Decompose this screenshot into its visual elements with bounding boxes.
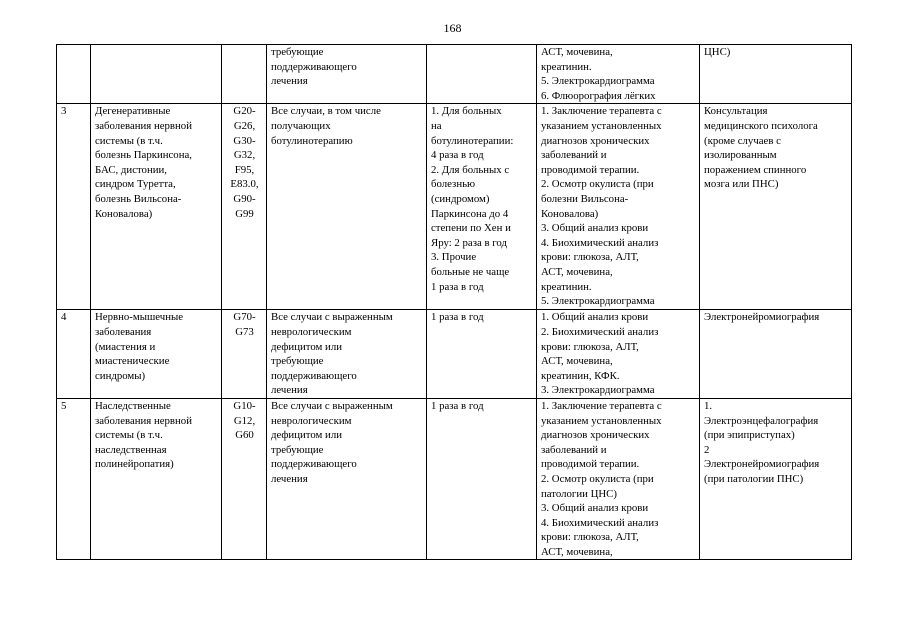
cell-line: 4 раза в год bbox=[431, 149, 484, 162]
cell-line: поражением спинного bbox=[704, 163, 807, 176]
cell-line: 1. Для больных bbox=[431, 105, 502, 118]
cell-line: (при патологии ПНС) bbox=[704, 472, 804, 485]
cell-line: мозга или ПНС) bbox=[704, 178, 779, 191]
cell-line: 1 раза в год bbox=[431, 311, 484, 324]
cell-examinations bbox=[537, 45, 700, 104]
table-row bbox=[57, 310, 852, 399]
table-row bbox=[57, 398, 852, 560]
cell-frequency bbox=[427, 104, 537, 310]
cell-line: 2. Осмотр окулиста (при bbox=[541, 472, 654, 485]
cell-frequency bbox=[427, 45, 537, 104]
cell-line: степени по Хен и bbox=[431, 222, 511, 235]
cell-conditions bbox=[267, 310, 427, 399]
cell-line: дефицитом или bbox=[271, 429, 342, 442]
cell-line: болезнь Паркинсона, bbox=[95, 149, 192, 162]
cell-line: ботулинотерапии: bbox=[431, 134, 514, 147]
cell-line: требующие bbox=[271, 355, 324, 368]
cell-line: G32, bbox=[233, 149, 256, 162]
cell-line: G90- bbox=[233, 192, 256, 205]
cell-conditions bbox=[267, 45, 427, 104]
cell-examinations bbox=[537, 310, 700, 399]
cell-line: АСТ, мочевина, bbox=[541, 355, 613, 368]
row-number: 4 bbox=[61, 311, 67, 324]
cell-line: лечения bbox=[271, 472, 308, 485]
cell-line: БАС, дистонии, bbox=[95, 163, 167, 176]
cell-line: Электронейромиография bbox=[704, 311, 820, 324]
cell-examinations bbox=[537, 398, 700, 560]
cell-line: крови: глюкоза, АЛТ, bbox=[541, 340, 639, 353]
cell-line: заболевания нервной bbox=[95, 119, 192, 132]
cell-examinations bbox=[537, 104, 700, 310]
cell-line: креатинин. bbox=[541, 280, 592, 293]
cell-consultations bbox=[700, 310, 852, 399]
cell-line: 1. bbox=[704, 399, 713, 412]
cell-line: F95, bbox=[234, 163, 255, 176]
cell-line: 1 раза в год bbox=[431, 280, 484, 293]
cell-disease bbox=[91, 310, 222, 399]
cell-line: 3. Прочие bbox=[431, 251, 477, 264]
cell-line: системы (в т.ч. bbox=[95, 429, 163, 442]
cell-line: G12, bbox=[233, 414, 256, 427]
cell-line: диагнозов хронических bbox=[541, 429, 650, 442]
cell-line: поддерживающего bbox=[271, 458, 357, 471]
cell-line: больные не чаще bbox=[431, 265, 510, 278]
cell-line: АСТ, мочевина, bbox=[541, 46, 613, 58]
cell-line: 4. Биохимический анализ bbox=[541, 236, 659, 249]
cell-line: E83.0, bbox=[230, 178, 259, 191]
cell-line: указанием установленных bbox=[541, 414, 662, 427]
cell-line: АСТ, мочевина, bbox=[541, 265, 613, 278]
cell-line: заболевания bbox=[95, 325, 152, 338]
cell-line: Яру: 2 раза в год bbox=[431, 236, 507, 249]
cell-line: 3. Общий анализ крови bbox=[541, 502, 649, 515]
cell-line: (миастения и bbox=[95, 340, 156, 353]
cell-line: Коновалова) bbox=[541, 207, 599, 220]
cell-line: 1 раза в год bbox=[431, 399, 484, 412]
cell-line: 1. Заключение терапевта с bbox=[541, 399, 662, 412]
cell-line: крови: глюкоза, АЛТ, bbox=[541, 251, 639, 264]
cell-line: креатинин, КФК. bbox=[541, 369, 620, 382]
cell-line: G20- bbox=[233, 105, 256, 118]
cell-number bbox=[57, 104, 91, 310]
table-row bbox=[57, 104, 852, 310]
cell-line: требующие bbox=[271, 443, 324, 456]
cell-icd-codes bbox=[222, 398, 267, 560]
cell-line: медицинского психолога bbox=[704, 119, 818, 132]
cell-line: наследственная bbox=[95, 443, 167, 456]
cell-line: 2 bbox=[704, 443, 710, 456]
cell-line: 3. Электрокардиограмма bbox=[541, 384, 655, 397]
page-number: 168 bbox=[443, 21, 462, 35]
cell-line: АСТ, мочевина, bbox=[541, 545, 613, 558]
clinical-table bbox=[56, 44, 852, 560]
cell-line: 5. Электрокардиограмма bbox=[541, 75, 655, 88]
cell-icd-codes bbox=[222, 45, 267, 104]
cell-line: 3. Общий анализ крови bbox=[541, 222, 649, 235]
cell-line: неврологическим bbox=[271, 325, 352, 338]
cell-conditions bbox=[267, 104, 427, 310]
cell-line: лечения bbox=[271, 75, 308, 88]
cell-line: заболеваний и bbox=[541, 443, 607, 456]
cell-line: Консультация bbox=[704, 105, 768, 118]
cell-line: Все случаи с выраженным bbox=[271, 399, 393, 412]
cell-line: болезнью bbox=[431, 178, 476, 191]
cell-line: (при эпиприступах) bbox=[704, 429, 795, 442]
cell-line: Нервно-мышечные bbox=[95, 311, 184, 324]
cell-consultations bbox=[700, 398, 852, 560]
cell-icd-codes bbox=[222, 104, 267, 310]
cell-line: Электроэнцефалография bbox=[704, 414, 819, 427]
cell-line: крови: глюкоза, АЛТ, bbox=[541, 531, 639, 544]
cell-line: 2. Для больных с bbox=[431, 163, 510, 176]
cell-line: G99 bbox=[235, 207, 254, 220]
cell-line: Все случаи с выраженным bbox=[271, 311, 393, 324]
cell-line: 4. Биохимический анализ bbox=[541, 516, 659, 529]
cell-disease bbox=[91, 104, 222, 310]
row-number: 5 bbox=[61, 399, 67, 412]
cell-consultations bbox=[700, 45, 852, 104]
cell-line: на bbox=[431, 119, 442, 132]
cell-line: указанием установленных bbox=[541, 119, 662, 132]
cell-line: ботулинотерапию bbox=[271, 134, 353, 147]
cell-line: миастенические bbox=[95, 355, 170, 368]
cell-line: проводимой терапии. bbox=[541, 163, 640, 176]
cell-line: G30- bbox=[233, 134, 256, 147]
cell-line: 2. Осмотр окулиста (при bbox=[541, 178, 654, 191]
cell-disease bbox=[91, 398, 222, 560]
cell-line: 6. Флюорография лёгких bbox=[541, 89, 656, 102]
cell-line: изолированным bbox=[704, 149, 777, 162]
cell-number bbox=[57, 398, 91, 560]
cell-line: G73 bbox=[235, 325, 254, 338]
cell-line: болезнь Вильсона- bbox=[95, 192, 182, 205]
cell-line: 1. Общий анализ крови bbox=[541, 311, 649, 324]
cell-line: поддерживающего bbox=[271, 369, 357, 382]
cell-line: синдром Туретта, bbox=[95, 178, 176, 191]
cell-line: диагнозов хронических bbox=[541, 134, 650, 147]
cell-line: ЦНС) bbox=[704, 46, 731, 58]
cell-line: 2. Биохимический анализ bbox=[541, 325, 659, 338]
cell-number bbox=[57, 310, 91, 399]
cell-line: Дегенеративные bbox=[95, 105, 171, 118]
cell-disease bbox=[91, 45, 222, 104]
row-number: 3 bbox=[61, 105, 67, 118]
cell-line: 1. Заключение терапевта с bbox=[541, 105, 662, 118]
cell-line: креатинин. bbox=[541, 60, 592, 73]
cell-line: системы (в т.ч. bbox=[95, 134, 163, 147]
cell-frequency bbox=[427, 398, 537, 560]
cell-line: 5. Электрокардиограмма bbox=[541, 295, 655, 308]
cell-frequency bbox=[427, 310, 537, 399]
cell-line: заболевания нервной bbox=[95, 414, 192, 427]
cell-line: Коновалова) bbox=[95, 207, 153, 220]
cell-icd-codes bbox=[222, 310, 267, 399]
cell-line: Наследственные bbox=[95, 399, 171, 412]
cell-line: проводимой терапии. bbox=[541, 458, 640, 471]
cell-number bbox=[57, 45, 91, 104]
cell-line: G60 bbox=[235, 429, 254, 442]
cell-line: патологии ЦНС) bbox=[541, 487, 617, 500]
cell-line: (синдромом) bbox=[431, 192, 490, 205]
cell-line: Все случаи, в том числе bbox=[271, 105, 381, 118]
cell-line: болезни Вильсона- bbox=[541, 192, 629, 205]
cell-line: дефицитом или bbox=[271, 340, 342, 353]
cell-line: лечения bbox=[271, 384, 308, 397]
cell-line: G26, bbox=[233, 119, 256, 132]
cell-consultations bbox=[700, 104, 852, 310]
table-row bbox=[57, 45, 852, 104]
cell-line: (кроме случаев с bbox=[704, 134, 781, 147]
cell-line: синдромы) bbox=[95, 369, 146, 382]
cell-line: G70- bbox=[233, 311, 256, 324]
cell-line: требующие bbox=[271, 46, 324, 58]
cell-line: заболеваний и bbox=[541, 149, 607, 162]
cell-line: получающих bbox=[271, 119, 331, 132]
cell-line: Паркинсона до 4 bbox=[431, 207, 509, 220]
cell-line: Электронейромиография bbox=[704, 458, 820, 471]
cell-line: полинейропатия) bbox=[95, 458, 174, 471]
cell-line: поддерживающего bbox=[271, 60, 357, 73]
cell-line: G10- bbox=[233, 399, 256, 412]
cell-conditions bbox=[267, 398, 427, 560]
cell-line: неврологическим bbox=[271, 414, 352, 427]
